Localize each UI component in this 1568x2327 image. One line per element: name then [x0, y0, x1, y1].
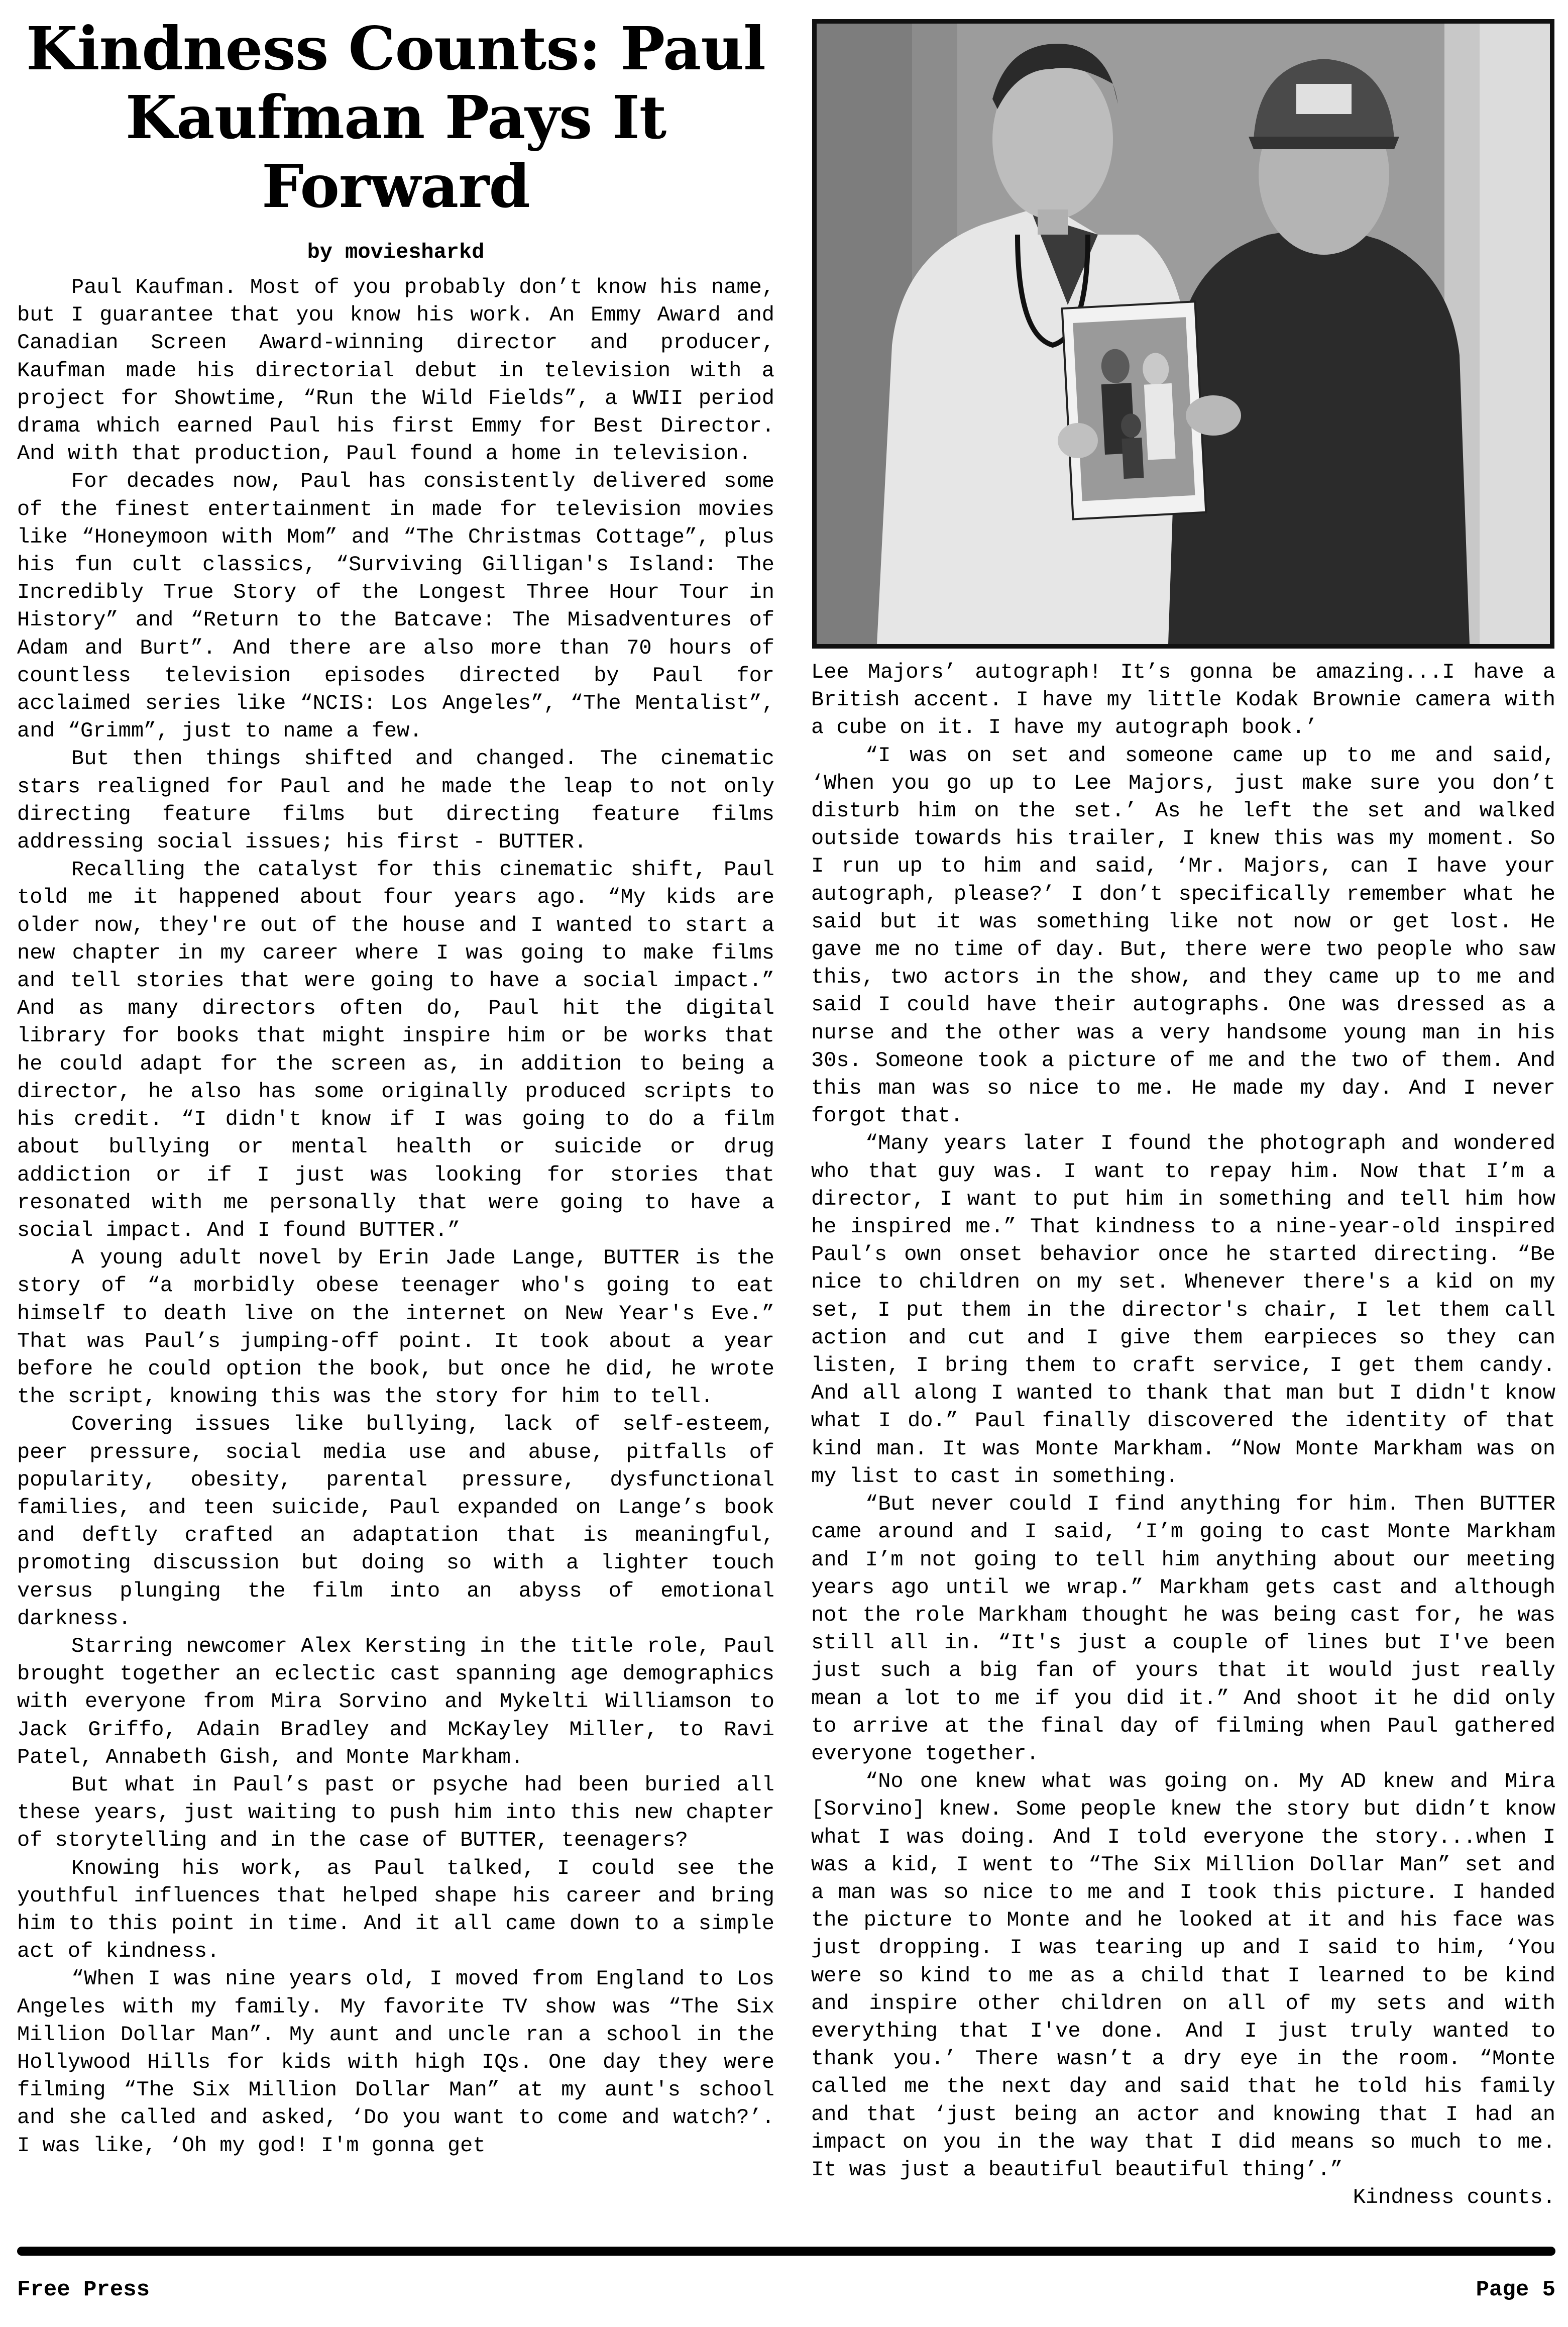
paragraph: “Many years later I found the photograph and wondered who that guy was. I want to repay him. Now that I’m a director, I want to put him in something and tell him how he inspired me.” That kindness to a nine-year-old inspired Paul’s own onset behavior once he started directing. “Be nice to children on my set. Whenever there's a kid on my set, I put them in the director's chair, I let them call action and cut and I give them earpieces so they can listen, I bring them to craft service, I get them candy. And all along I wanted to thank that man but I didn't know what I do.” Paul finally discovered the identity of that kind man. It was Monte Markham. “Now Monte Markham was on my list to cast in something.: [811, 1131, 1555, 1489]
paragraph: Starring newcomer Alex Kersting in the title role, Paul brought together an eclectic cast spanning age demographics with everyone from Mira Sorvino and Mykelti Williamson to Jack Griffo, Adain Bradley and McKayley Miller, to Ravi Patel, Annabeth Gish, and Monte Markham.: [17, 1634, 774, 1769]
paragraph: A young adult novel by Erin Jade Lange, BUTTER is the story of “a morbidly obese teenager who's going to eat himself to death live on the internet on New Year's Eve.” That was Paul’s jumping-off point. It took about a year before he could option the book, but once he did, he wrote the script, knowing this was the story for him to tell.: [17, 1246, 774, 1409]
photo-illustration: [817, 24, 1550, 644]
paragraph: But what in Paul’s past or psyche had been buried all these years, just waiting to push him into this new chapter of storytelling and in the case of BUTTER, teenagers?: [17, 1772, 774, 1853]
paragraph: Covering issues like bullying, lack of self-esteem, peer pressure, social media use and abuse, pitfalls of popularity, obesity, parental pressure, dysfunctional families, and teen suicide, Paul expanded on Lange’s book and deftly crafted an adaptation that is meaningful, promoting discussion but doing so with a lighter touch versus plunging the film into an abyss of emotional darkness.: [17, 1412, 774, 1631]
footer-rule: [17, 2247, 1555, 2256]
paragraph: But then things shifted and changed. The cinematic stars realigned for Paul and he made the leap to not only directing feature films but directing feature films addressing social issues; his first - BUTTER.: [17, 747, 774, 855]
signoff: Kindness counts.: [1353, 2185, 1555, 2210]
paragraph: For decades now, Paul has consistently delivered some of the finest entertainment in made for television movies like “Honeymoon with Mom” and “The Christmas Cottage”, plus his fun cult classics, “Surviving Gilligan's Island: The Incredibly True Story of the Longest Three Hour Tour in History” and “Return to the Batcave: The Misadventures of Adam and Burt”. And there are also more than 70 hours of countless television episodes directed by Paul for acclaimed series like “NCIS: Los Angeles”, “The Mentalist”, and “Grimm”, just to name a few.: [17, 469, 774, 744]
paragraph-continuation: Lee Majors’ autograph! It’s gonna be amazing...I have a British accent. I have my little Kodak Brownie camera with a cube on it. I have my autograph book.’: [811, 660, 1555, 740]
publication-name: Free Press: [17, 2277, 150, 2302]
paragraph: Paul Kaufman. Most of you probably don’t know his name, but I guarantee that you know his work. An Emmy Award and Canadian Screen Award-winning director and producer, Kaufman made his directorial debut in television with a project for Showtime, “Run the Wild Fields”, a WWII period drama which earned Paul his first Emmy for Best Director. And with that production, Paul found a home in television.: [17, 275, 774, 466]
paragraph: Recalling the catalyst for this cinematic shift, Paul told me it happened about four years ago. “My kids are older now, they're out of the house and I wanted to start a new chapter in my career where I was going to make films and tell stories that were going to have a social impact.” And as many directors often do, Paul hit the digital library for books that might inspire him or be works that he could adapt for the screen as, in addition to being a director, he also has some originally produced scripts to his credit. “I didn't know if I was going to do a film about bullying or mental health or suicide or drug addiction or if I just was looking for stories that resonated with me personally that were going to have a social impact. And I found BUTTER.”: [17, 858, 774, 1242]
paragraph: “But never could I find anything for him. Then BUTTER came around and I said, ‘I’m going to cast Monte Markham and I’m not going to tell him anything about our meeting years ago until we wrap.” Markham gets cast and although not the role Markham thought he was being cast for, he was still all in. “It's just a couple of lines but I've been just such a big fan of yours that it would just really mean a lot to me if you did it.” And shoot it he did only to arrive at the final day of filming when Paul gathered everyone together.: [811, 1492, 1555, 1766]
headline: Kindness Counts: Paul Kaufman Pays It Forward: [26, 14, 765, 221]
paragraph-with-signoff: [811, 1768, 1555, 2210]
article-photo: [812, 19, 1554, 649]
paragraph: Knowing his work, as Paul talked, I could see the youthful influences that helped shape his career and bring him to this point in time. And it all came down to a simple act of kindness.: [17, 1856, 774, 1964]
article-column-left: [17, 274, 774, 2160]
page-number: Page 5: [1476, 2277, 1555, 2302]
paragraph: “I was on set and someone came up to me and said, ‘When you go up to Lee Majors, just make sure you don’t disturb him on the set.’ As he left the set and walked outside towards his trailer, I knew this was my moment. So I run up to him and said, ‘Mr. Majors, can I have your autograph, please?’ I don’t specifically remember what he said but it was something like not now or get lost. He gave me no time of day. But, there were two people who saw this, two actors in the show, and they came up to me and said I could have their autographs. One was dressed as a nurse and the other was a very handsome young man in his 30s. Someone took a picture of me and the two of them. And this man was so nice to me. He made my day. And I never forgot that.: [811, 743, 1555, 1128]
paragraph: “When I was nine years old, I moved from England to Los Angeles with my family. My favorite TV show was “The Six Million Dollar Man”. My aunt and uncle ran a school in the Hollywood Hills for kids with high IQs. One day they were filming “The Six Million Dollar Man” at my aunt's school and she called and asked, ‘Do you want to come and watch?’. I was like, ‘Oh my god! I'm gonna get: [17, 1967, 774, 2158]
byline: by moviesharkd: [307, 240, 485, 264]
paragraph-text: “No one knew what was going on. My AD knew and Mira [Sorvino] knew. Some people knew the story but didn’t know what I was doing. And I told everyone the story...when I was a kid, I went to “The Six Million Dollar Man” set and a man was so nice to me and I took this picture. I handed the picture to Monte and he looked at it and his face was just dropping. I was tearing up and I said to him, ‘You were so kind to me as a child that I learned to be kind and inspire other children on all of my sets and with everything that I've done. And I just truly wanted to thank you.’ There wasn’t a dry eye in the room. “Monte called me the next day and said that he told his family and that ‘just being an actor and knowing that I had an impact on you in the way that I did means so much to me. It was just a beautiful beautiful thing’.”: [811, 1769, 1555, 2182]
article-column-right: [811, 659, 1555, 2211]
